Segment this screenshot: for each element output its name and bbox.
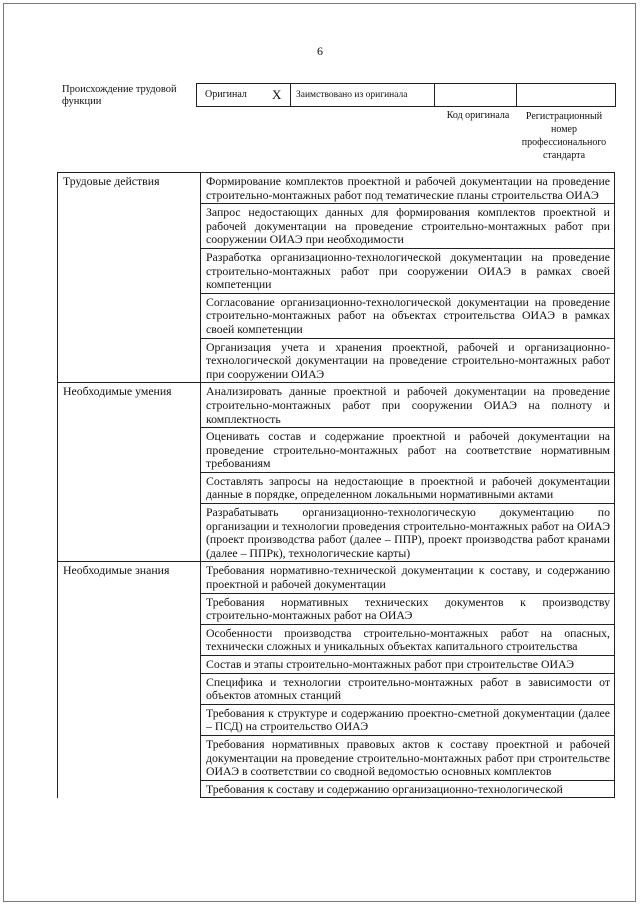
section-item: Оценивать состав и содержание проектной и рабочей документации на проведение строительно-монтажных работ на соответствие нормативным требованиям bbox=[201, 428, 615, 473]
table-row bbox=[58, 562, 615, 593]
section-label-continuation bbox=[58, 504, 201, 562]
table-row bbox=[58, 338, 615, 383]
section-item: Особенности производства строительно-монтажных работ на опасных, технически сложных и уникальных объектах капитального строительства bbox=[201, 624, 615, 655]
section-label-continuation bbox=[58, 472, 201, 503]
section-item: Требования к составу и содержанию организационно-технологической bbox=[201, 780, 615, 798]
section-label: Необходимые знания bbox=[58, 562, 201, 593]
section-item: Разработка организационно-технологической документации на проведение строительно-монтажных работ при сооружении ОИАЭ в рамках своей компетенции bbox=[201, 248, 615, 293]
labor-function-table bbox=[57, 172, 615, 798]
origin-label: Происхождение трудовой функции bbox=[62, 84, 177, 107]
table-row bbox=[58, 504, 615, 562]
section-label: Трудовые действия bbox=[58, 173, 201, 204]
table-row bbox=[58, 673, 615, 704]
section-label-continuation bbox=[58, 704, 201, 735]
origin-code-label: Код оригинала bbox=[446, 110, 510, 121]
section-item: Согласование организационно-технологической документации на проведение строительно-монтажных работ на объектах строительства ОИАЭ в рамках своей компетенции bbox=[201, 293, 615, 338]
section-label-continuation bbox=[58, 428, 201, 473]
section-label-continuation bbox=[58, 248, 201, 293]
origin-reg-cell bbox=[517, 84, 615, 106]
section-label-continuation bbox=[58, 204, 201, 249]
table-row bbox=[58, 383, 615, 428]
section-label-continuation bbox=[58, 735, 201, 780]
section-item: Разрабатывать организационно-технологическую документацию по организации и технологии проведения строительно-монтажных работ на ОИАЭ (проект производства работ (далее – ППР), проект производства работ кранами (далее – ППРк), технологические карты) bbox=[201, 504, 615, 562]
section-item: Требования к структуре и содержанию проектно-сметной документации (далее – ПСД) на строительство ОИАЭ bbox=[201, 704, 615, 735]
origin-original-cell bbox=[197, 84, 291, 106]
table-row bbox=[58, 656, 615, 674]
section-item: Требования нормативных правовых актов к составу проектной и рабочей документации на проведение строительно-монтажных работ при строительстве ОИАЭ в соответствии со сводной ведомостью основных комплектов bbox=[201, 735, 615, 780]
section-label: Необходимые умения bbox=[58, 383, 201, 428]
origin-reg-label: Регистрационный номер профессионального стандарта bbox=[521, 111, 607, 161]
section-label-continuation bbox=[58, 673, 201, 704]
section-item: Специфика и технологии строительно-монтажных работ в зависимости от объектов атомных станций bbox=[201, 673, 615, 704]
section-item: Анализировать данные проектной и рабочей документации на проведение строительно-монтажных работ при сооружении ОИАЭ на полноту и комплектность bbox=[201, 383, 615, 428]
table-row bbox=[58, 780, 615, 798]
section-item: Требования нормативно-технической документации к составу, и содержанию проектной и рабочей документации bbox=[201, 562, 615, 593]
section-label-continuation bbox=[58, 780, 201, 798]
section-label-continuation bbox=[58, 656, 201, 674]
origin-borrowed-cell: Заимствовано из оригинала bbox=[291, 84, 435, 106]
section-item: Требования нормативных технических документов к производству строительно-монтажных работ на ОИАЭ bbox=[201, 593, 615, 624]
origin-original-label: Оригинал bbox=[205, 89, 247, 100]
section-label-continuation bbox=[58, 293, 201, 338]
origin-code-cell bbox=[435, 84, 517, 106]
section-label-continuation bbox=[58, 338, 201, 383]
section-item: Запрос недостающих данных для формирования комплектов проектной и рабочей документации на проведение строительно-монтажных работ при сооружении ОИАЭ при необходимости bbox=[201, 204, 615, 249]
section-label-continuation bbox=[58, 624, 201, 655]
table-row bbox=[58, 428, 615, 473]
table-row bbox=[58, 248, 615, 293]
section-item: Формирование комплектов проектной и рабочей документации на проведение строительно-монтажных работ под тематические планы строительства ОИАЭ bbox=[201, 173, 615, 204]
section-item: Составлять запросы на недостающие в проектной и рабочей документации данные в порядке, определенном локальными нормативными актами bbox=[201, 472, 615, 503]
section-item: Состав и этапы строительно-монтажных работ при строительстве ОИАЭ bbox=[201, 656, 615, 674]
section-label-continuation bbox=[58, 593, 201, 624]
origin-table bbox=[196, 83, 616, 107]
page-number: 6 bbox=[317, 44, 323, 58]
table-row bbox=[58, 735, 615, 780]
table-row bbox=[58, 593, 615, 624]
table-row bbox=[58, 204, 615, 249]
table-row bbox=[58, 293, 615, 338]
table-row bbox=[58, 624, 615, 655]
table-row bbox=[58, 472, 615, 503]
origin-original-mark: X bbox=[272, 87, 282, 102]
table-row bbox=[58, 173, 615, 204]
table-row bbox=[58, 704, 615, 735]
section-item: Организация учета и хранения проектной, рабочей и организационно-технологической документации на проведение строительно-монтажных работ при сооружении ОИАЭ bbox=[201, 338, 615, 383]
